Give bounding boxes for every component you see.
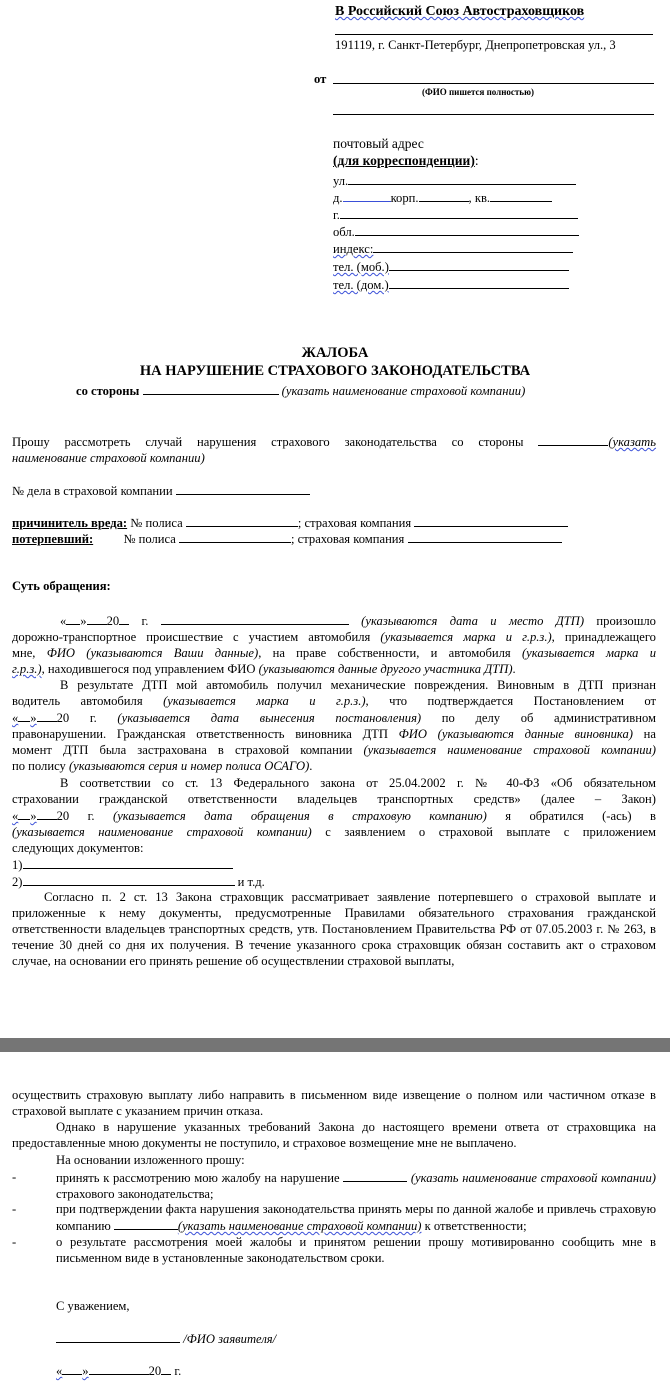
bullet-dash-3: - <box>12 1235 17 1249</box>
body-paragraph-2: В результате ДТП мой автомобиль получил механические повреждения. Виновным в ДТП признан водитель автомобиля (указывается марка и г.р.з.), что подтверждается Постановлением от « » 20 г. (указывается дата вынесения постановления) по делу об административном правонарушении. Гражданская ответственность виновника ДТП ФИО (указываются данные виновника) на момент ДТП была застрахована в страховой компании (указывается наименование страховой компании) по полису (указываются серия и номер полиса ОСАГО). <box>12 678 657 773</box>
house-blank <box>343 189 391 202</box>
body-paragraph-4: Согласно п. 2 ст. 13 Закона страховщик рассматривает заявление потерпевшего о страховой выплате и приложенные к нему документы, предусмотренные Правилами обязательного страхования гражданской ответственности владельцев транспортных средств, утв. Постановлением Правительства РФ от 07.05.2003 г. № 263, в течение 30 дней со дня их получения. В течение указанного срока страховщик обязан составить акт о страховом случае, на основании его принять решение об осуществлении страховой выплаты, <box>12 890 656 968</box>
tel-mob-blank <box>389 258 569 271</box>
victim-row: потерпевший: № полиса ; страховая компания <box>12 530 562 547</box>
body-paragraph-1: « » 20 г. (указываются дата и место ДТП) произошло дорожно-транспортное происшествие с участием автомобиля (указывается марка и г.р.з.), принадлежащего мне, ФИО (указываются Ваши данные), на праве собственности, и автомобиля (указывается марка и г.р.з.), находившегося под управлением ФИО (указываются данные другого участника ДТП). <box>12 614 657 676</box>
tel-home-blank <box>389 276 569 289</box>
page-break-separator <box>0 1038 670 1052</box>
doc-title-line3: со стороны (указать наименование страховой компании) <box>76 384 526 398</box>
korp-blank <box>419 189 469 202</box>
city-blank <box>340 206 578 219</box>
injurer-row: причинитель вреда: № полиса ; страховая компания <box>12 514 568 531</box>
attachment-item-1: 1) <box>12 856 656 873</box>
intro-paragraph: Прошу рассмотреть случай нарушения страхового законодательства со стороны (указать наименование страховой компании) <box>12 435 657 465</box>
postal-label: почтовый адрес <box>333 136 424 151</box>
bullet-1: принять к рассмотрению мою жалобу на нарушение (указать наименование страховой компании) страхового законодательства; <box>56 1171 656 1201</box>
fio-hint: (ФИО пишется полностью) <box>422 87 534 97</box>
company-blank <box>143 382 279 395</box>
body-paragraph-3: В соответствии со ст. 13 Федерального закона от 25.04.2002 г. № 40-ФЗ «Об обязательном страховании гражданской ответственности владельцев транспортных средств» (далее – Закон) « » 20 г. (указывается дата обращения в страховую компанию) я обратился (-ась) в (указывается наименование страховой компании) с заявлением о страховой выплате с приложением следующих документов: 1) 2) и т.д. <box>12 776 656 889</box>
city-row: г. <box>333 206 578 223</box>
continuation-paragraph: осуществить страховую выплату либо направить в письменном виде извещение о полном или частичном отказе в страховой выплате с указанием причин отказа. <box>12 1088 656 1118</box>
case-number-row: № дела в страховой компании <box>12 482 310 499</box>
signature-row: /ФИО заявителя/ <box>56 1330 276 1347</box>
signature-date-row: « » 20 г. <box>56 1364 182 1378</box>
house-row: д. корп. , кв. <box>333 189 552 206</box>
bullet-dash-1: - <box>12 1170 17 1184</box>
bullet-dash-2: - <box>12 1202 17 1216</box>
regards: С уважением, <box>56 1299 130 1313</box>
region-row: обл. <box>333 223 579 240</box>
index-row: индекс: <box>333 240 573 257</box>
case-number-blank <box>176 482 310 495</box>
page2-paragraph-2: На основании изложенного прошу: <box>56 1153 245 1167</box>
tel-home-row: тел. (дом.) <box>333 276 569 293</box>
recipient-address: 191119, г. Санкт-Петербург, Днепропетровская ул., 3 <box>335 38 616 52</box>
recipient-line: В Российский Союз Автостраховщиков <box>335 4 585 19</box>
tel-mob-row: тел. (моб.) <box>333 258 569 275</box>
from-label: от <box>314 72 327 86</box>
attachment-item-2: 2) и т.д. <box>12 875 265 889</box>
bullet-2: при подтверждении факта нарушения законодательства принять меры по данной жалобе и привлечь страховую компанию (указать наименование страховой компании) к ответственности; <box>56 1202 656 1233</box>
page2-paragraph-1: Однако в нарушение указанных требований Закона до настоящего времени ответа от страховщика на предоставленные мною документы не поступило, и страховое возмещение мне не выплачено. <box>12 1120 656 1150</box>
street-row: ул. <box>333 172 576 189</box>
doc-subtitle: НА НАРУШЕНИЕ СТРАХОВОГО ЗАКОНОДАТЕЛЬСТВА <box>139 363 531 379</box>
from-line <box>333 83 654 84</box>
index-blank <box>373 240 573 253</box>
essence-title: Суть обращения: <box>12 579 111 593</box>
recipient-underline <box>335 24 653 35</box>
from-line-2 <box>333 114 654 115</box>
street-blank <box>348 172 576 185</box>
postal-sub: (для корреспонденции): <box>333 153 479 168</box>
region-blank <box>355 223 579 236</box>
bullet-3: о результате рассмотрения моей жалобы и принятом решении прошу мотивированно сообщить мне в письменном виде в установленные законодательством сроки. <box>56 1235 656 1265</box>
kv-blank <box>490 189 552 202</box>
doc-title: ЖАЛОБА <box>301 345 369 361</box>
signature-blank <box>56 1330 180 1343</box>
